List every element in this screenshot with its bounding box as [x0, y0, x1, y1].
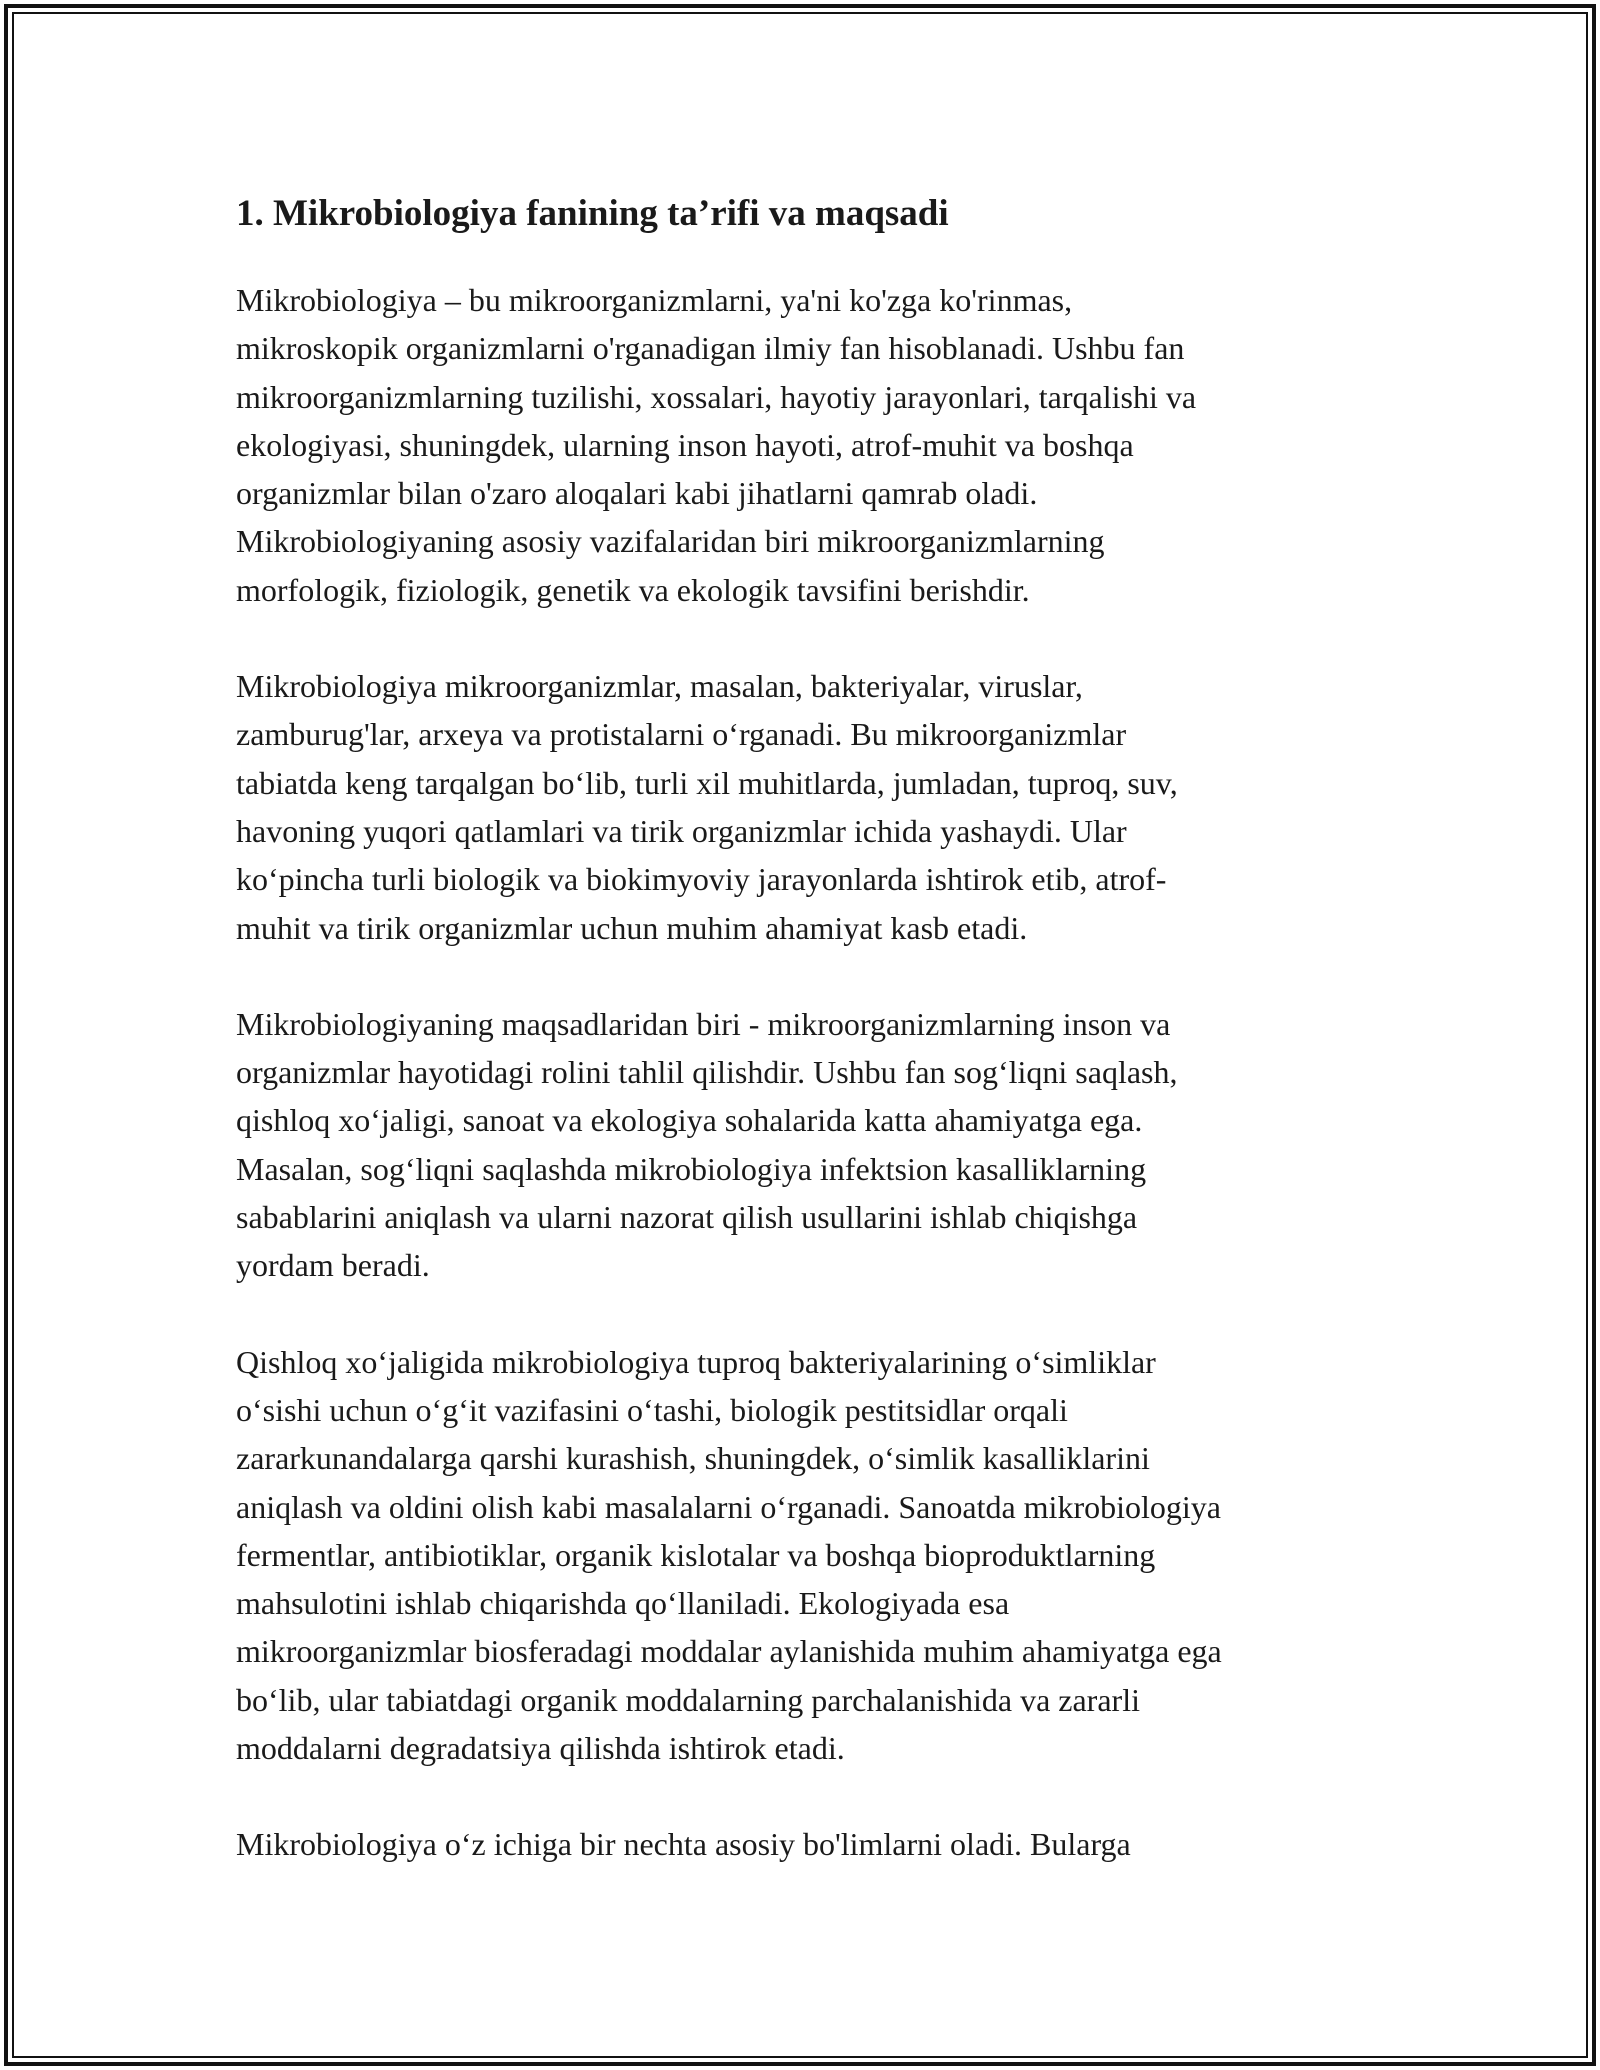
- section-heading: 1. Mikrobiologiya fanining ta’rifi va maqsadi: [236, 193, 949, 234]
- paragraph-branches: Mikrobiologiya o‘z ichiga bir nechta asosiy bo'limlarni oladi. Bularga: [236, 1826, 1131, 1863]
- paragraph-applications: Qishloq xo‘jaligida mikrobiologiya tuproq bakteriyalarining o‘simliklar o‘sishi uchun o‘g‘it vazifasini o‘tashi, biologik pestitsidlar orqali zararkunandalarga qarshi kurashish, shuningdek, o‘simlik kasalliklarini aniqlash va oldini olish kabi masalalarni o‘rganadi. Sanoatda mikrobiologiya fermentlar, antibiotiklar, organik kislotalar va boshqa bioproduktlarning mahsulotini ishlab chiqarishda qo‘llaniladi. Ekologiyada esa mikroorganizmlar biosferadagi moddalar aylanishida muhim ahamiyatga ega bo‘lib, ular tabiatdagi organik moddalarning parchalanishida va zararli moddalarni degradatsiya qilishda ishtirok etadi.: [236, 1343, 1222, 1767]
- document-body: [236, 182, 1366, 1917]
- paragraph-goals: Mikrobiologiyaning maqsadlaridan biri - mikroorganizmlarning inson va organizmlar hayotidagi rolini tahlil qilishdir. Ushbu fan sog‘liqni saqlash, qishloq xo‘jaligi, sanoat va ekologiya sohalarida katta ahamiyatga ega. Masalan, sog‘liqni saqlashda mikrobiologiya infektsion kasalliklarning sabablarini aniqlash va ularni nazorat qilish usullarini ishlab chiqishga yordam beradi.: [236, 1005, 1178, 1284]
- paragraph-microorganisms: Mikrobiologiya mikroorganizmlar, masalan, bakteriyalar, viruslar, zamburug'lar, arxeya va protistalarni o‘rganadi. Bu mikroorganizmlar tabiatda keng tarqalgan bo‘lib, turli xil muhitlarda, jumladan, tuproq, suv, havoning yuqori qatlamlari va tirik organizmlar ichida yashaydi. Ular ko‘pincha turli biologik va biokimyoviy jarayonlarda ishtirok etib, atrof- muhit va tirik organizmlar uchun muhim ahamiyat kasb etadi.: [236, 668, 1178, 946]
- paragraph-definition: Mikrobiologiya – bu mikroorganizmlarni, ya'ni ko'zga ko'rinmas, mikroskopik organizmlarni o'rganadigan ilmiy fan hisoblanadi. Ushbu fan mikroorganizmlarning tuzilishi, xossalari, hayotiy jarayonlari, tarqalishi va ekologiyasi, shuningdek, ularning inson hayoti, atrof-muhit va boshqa organizmlar bilan o'zaro aloqalari kabi jihatlarni qamrab oladi. Mikrobiologiyaning asosiy vazifalaridan biri mikroorganizmlarning morfologik, fiziologik, genetik va ekologik tavsifini berishdir.: [236, 282, 1197, 608]
